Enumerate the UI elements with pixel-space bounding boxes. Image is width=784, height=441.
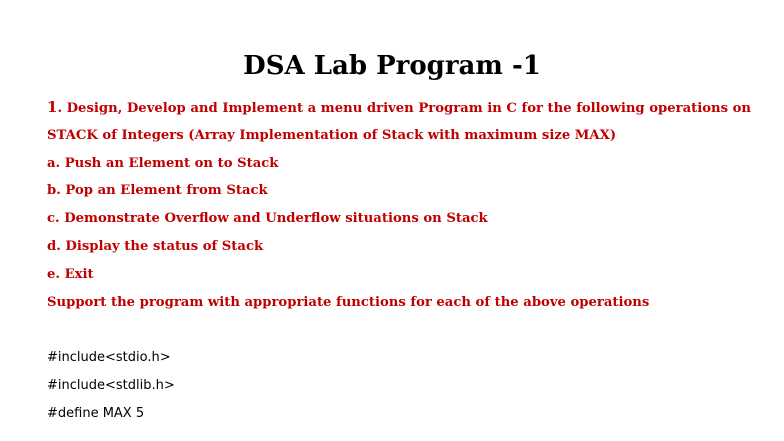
slide-body	[47, 94, 767, 428]
question-line-1	[47, 94, 767, 122]
slide-title: DSA Lab Program -1	[243, 51, 541, 81]
code-line-include-stdio: #include<stdio.h>	[47, 350, 171, 366]
spacer	[47, 316, 767, 344]
code-line-define-max: #define MAX 5	[47, 405, 145, 421]
option-exit: e. Exit	[47, 266, 94, 282]
option-push: a. Push an Element on to Stack	[47, 155, 279, 171]
question-text-1: . Design, Develop and Implement a menu driven Program in C for the following operations on	[57, 101, 752, 116]
question-line-2: STACK of Integers (Array Implementation of Stack with maximum size MAX)	[47, 127, 617, 143]
code-line-include-stdlib: #include<stdlib.h>	[47, 377, 175, 393]
option-overflow-underflow: c. Demonstrate Overflow and Underflow situations on Stack	[47, 211, 488, 227]
option-pop: b. Pop an Element from Stack	[47, 183, 268, 199]
question-number: 1	[47, 98, 58, 116]
option-display: d. Display the status of Stack	[47, 238, 264, 254]
question-closing: Support the program with appropriate functions for each of the above operations	[47, 294, 650, 310]
